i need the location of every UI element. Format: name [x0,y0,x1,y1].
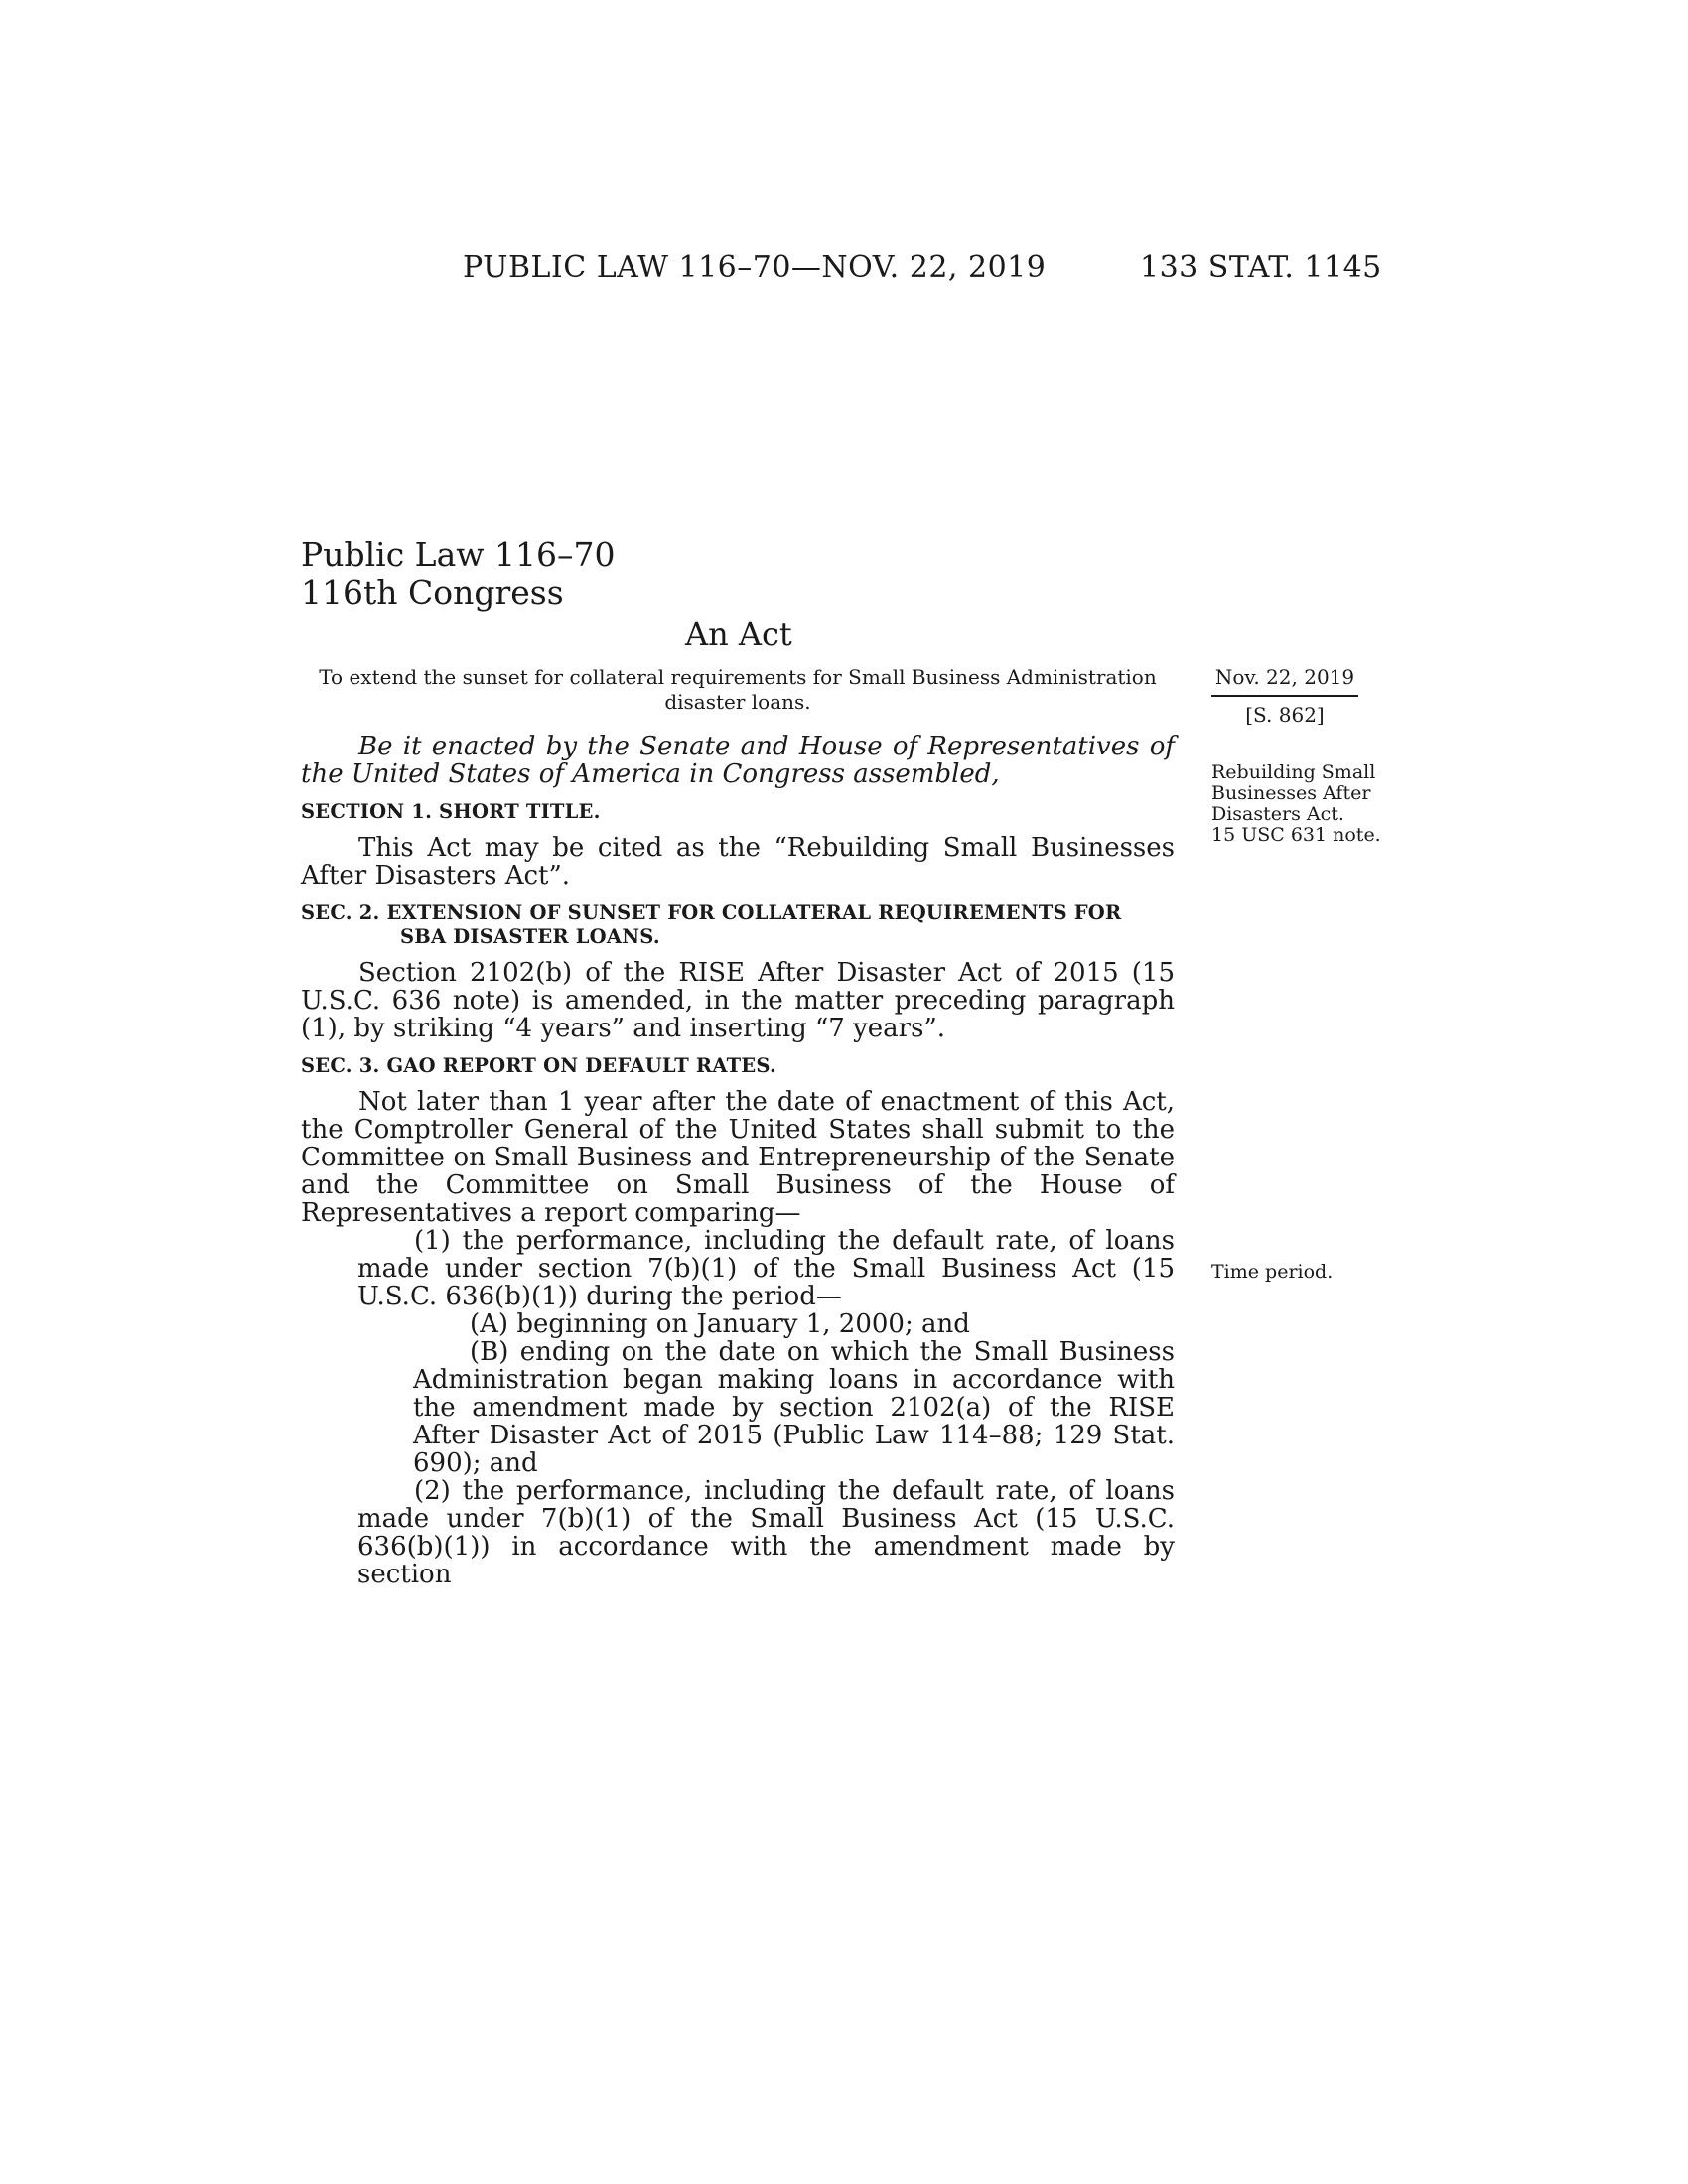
section-3-heading: SEC. 3. GAO REPORT ON DEFAULT RATES. [301,1054,776,1077]
enactment-date: Nov. 22, 2019 [1214,665,1355,689]
act-body [301,733,1175,1588]
section-2-heading-line1: SEC. 2. EXTENSION OF SUNSET FOR COLLATERAL REQUIREMENTS FOR [301,901,1122,924]
purpose-statement: To extend the sunset for collateral requirements for Small Business Administration disaster loans. [319,665,1157,714]
section-2-heading-line2: SBA DISASTER LOANS. [400,925,660,948]
stat-citation: 133 STAT. 1145 [1140,250,1382,285]
section-2-heading [301,901,1175,949]
paragraph-2-text: (2) the performance, including the default rate, of loans made under 7(b)(1) of the Small Business Act (15 U.S.C. 636(b)(1)) in accordance with the amendment made by section [357,1476,1175,1589]
subparagraph-1A-text: (A) beginning on January 1, 2000; and [470,1309,970,1339]
running-title: PUBLIC LAW 116–70—NOV. 22, 2019 [463,250,1047,285]
section-2-text: Section 2102(b) of the RISE After Disaster Act of 2015 (15 U.S.C. 636 note) is amended, in the matter preceding paragraph (1), by striking “4 years” and inserting “7 years”. [301,958,1175,1043]
subparagraph-1B-text: (B) ending on the date on which the Small Business Administration began making loans in accordance with the amendment made by section 2102(a) of the RISE After Disaster Act of 2015 (Public Law 114–88; 129 Stat. 690); and [413,1337,1175,1478]
subparagraph-1A [301,1310,1175,1338]
margin-note-line: Disasters Act. [1211,803,1344,825]
an-act-heading: An Act [685,615,792,653]
margin-note-line: Rebuilding Small [1211,761,1376,783]
paragraph-1-text: (1) the performance, including the default rate, of loans made under section 7(b)(1) of the Small Business Act (15 U.S.C. 636(b)(1)) during the period— [357,1226,1175,1311]
section-3-intro: Not later than 1 year after the date of enactment of this Act, the Comptroller General of the United States shall submit to the Committee on Small Business and Entrepreneurship of the Senate and the Committee on Small Business of the House of Representatives a report comparing— [301,1087,1175,1228]
section-1-heading: SECTION 1. SHORT TITLE. [301,800,601,823]
paragraph-1 [301,1227,1175,1310]
title-block [301,536,615,612]
subparagraph-1B [301,1338,1175,1477]
margin-note-line: 15 USC 631 note. [1211,824,1381,846]
paragraph-2 [301,1477,1175,1588]
section-1-text: This Act may be cited as the “Rebuilding Small Businesses After Disasters Act”. [301,833,1175,890]
bill-number: [S. 862] [1245,703,1325,727]
enacting-clause: Be it enacted by the Senate and House of Representatives of the United States of America in Congress assembled, [301,732,1175,789]
time-period-margin-note: Time period. [1211,1261,1334,1283]
public-law-number: Public Law 116–70 [301,535,616,574]
sidebar-rule [1211,695,1358,697]
margin-note-line: Businesses After [1211,782,1371,804]
congress-number: 116th Congress [301,573,564,612]
short-title-margin-note [1211,762,1380,846]
